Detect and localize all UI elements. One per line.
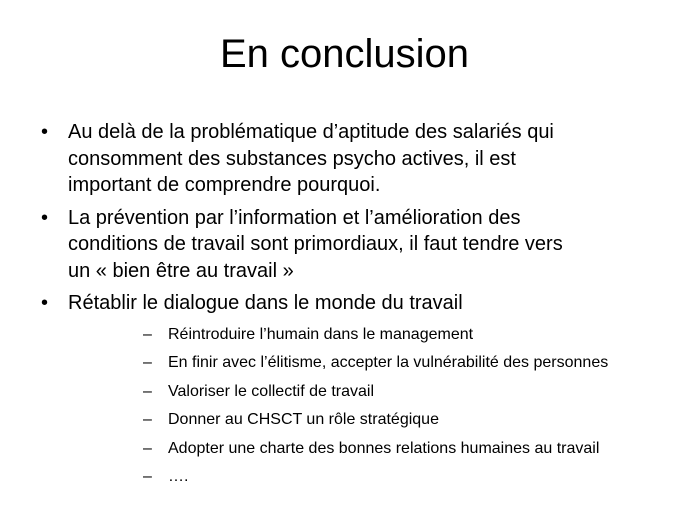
sub-bullet-text: Valoriser le collectif de travail bbox=[168, 382, 375, 400]
sub-bullet-item bbox=[68, 378, 649, 407]
sub-bullet-marker: – bbox=[143, 325, 152, 343]
sub-bullet-item bbox=[68, 406, 649, 435]
bullet-line: important de comprendre pourquoi. bbox=[68, 174, 381, 196]
slide-title: En conclusion bbox=[219, 32, 470, 76]
sub-bullet-marker: – bbox=[143, 382, 152, 400]
bullet-line: Rétablir le dialogue dans le monde du travail bbox=[68, 292, 463, 314]
sub-bullet-text: Donner au CHSCT un rôle stratégique bbox=[168, 411, 439, 428]
bullet-line: La prévention par l’information et l’amélioration des bbox=[68, 206, 521, 229]
bullet-marker: • bbox=[41, 121, 49, 143]
sub-bullet-text: Adopter une charte des bonnes relations humaines au travail bbox=[168, 439, 600, 457]
sub-bullet-text: En finir avec l’élitisme, accepter la vulnérabilité des personnes bbox=[168, 354, 609, 371]
sub-bullet-item bbox=[68, 321, 649, 350]
bullet-line: conditions de travail sont primordiaux, il faut tendre vers bbox=[68, 233, 563, 255]
sub-bullet-marker: – bbox=[143, 468, 152, 485]
sub-bullet-marker: – bbox=[143, 439, 152, 457]
sub-bullet-item bbox=[68, 349, 649, 378]
bullet-marker: • bbox=[41, 206, 49, 229]
sub-bullet-text: Réintroduire l’humain dans le management bbox=[168, 325, 474, 343]
bullet-marker: • bbox=[41, 292, 49, 314]
bullet-list bbox=[0, 119, 689, 498]
bullet-line: Au delà de la problématique d’aptitude des salariés qui bbox=[68, 121, 554, 143]
bullet-line: consomment des substances psycho actives, il est bbox=[68, 147, 516, 170]
sub-bullet-text: …. bbox=[168, 468, 189, 485]
sub-bullet-item bbox=[68, 435, 649, 464]
bullet-item bbox=[0, 290, 689, 492]
sub-bullet-marker: – bbox=[143, 411, 152, 428]
bullet-item bbox=[0, 205, 689, 285]
bullet-line: un « bien être au travail » bbox=[68, 259, 294, 282]
sub-bullet-list bbox=[68, 321, 649, 492]
sub-bullet-item bbox=[68, 463, 649, 492]
bullet-item bbox=[0, 119, 689, 199]
sub-bullet-marker: – bbox=[143, 354, 152, 371]
